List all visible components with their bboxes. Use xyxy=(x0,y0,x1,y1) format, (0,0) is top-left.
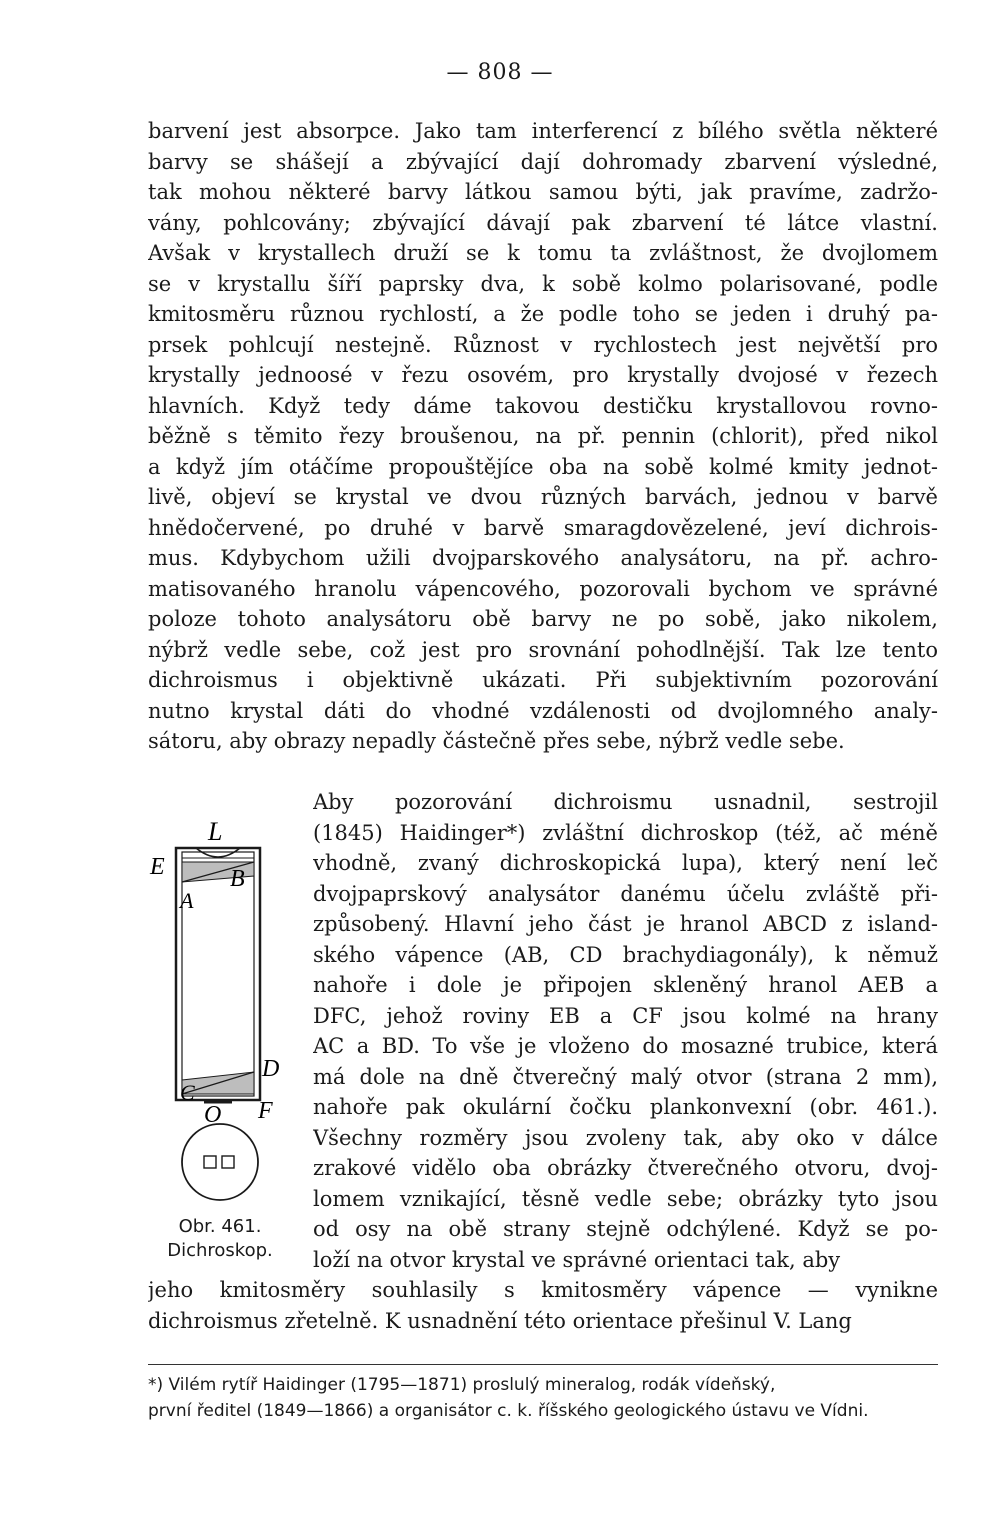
tail-paragraph xyxy=(148,1275,938,1336)
text-line: matisovaného hranolu vápencového, pozorovali bychom ve správné xyxy=(148,576,938,601)
text-line: a když jím otáčíme propouštějíce oba na sobě kolmé kmity jednot- xyxy=(148,454,938,479)
text-line: dvojpaprskový analysátor danému účelu zvláště při- xyxy=(313,881,938,906)
text-line: nutno krystal dáti do vhodné vzdálenosti od dvojlomného analy- xyxy=(148,698,938,723)
label-C: C xyxy=(180,1080,195,1105)
text-line: první ředitel (1849—1866) a organisátor c. k. říšského geologického ústavu ve Vídni. xyxy=(148,1401,869,1421)
text-line: kmitosměru různou rychlostí, a že podle toho se jeden i druhý pa- xyxy=(148,302,938,326)
main-paragraph xyxy=(148,116,938,757)
text-line: běžně s těmito řezy broušenou, na př. pennin (chlorit), před nikol xyxy=(148,424,938,448)
label-B: B xyxy=(230,866,245,892)
label-O: O xyxy=(204,1102,222,1128)
label-E: E xyxy=(150,854,165,880)
text-line: mus. Kdybychom užili dvojparskového analysátoru, na př. achro- xyxy=(148,546,938,570)
page-number: — 808 — xyxy=(446,60,554,85)
text-line: barvení jest absorpce. Jako tam interferencí z bílého světla některé xyxy=(148,119,938,143)
text-line: poloze tohoto analysátoru obě barvy ne po sobě, jako nikolem, xyxy=(148,607,938,631)
text-line: prsek pohlcují nestejně. Různost v rychlostech jest největší pro xyxy=(148,332,938,357)
label-F: F xyxy=(258,1098,273,1124)
text-line: vhodně, zvaný dichroskopická lupa), který není leč xyxy=(313,851,938,875)
text-line: nahoře pak okulární čočku plankonvexní (obr. 461.). xyxy=(313,1095,938,1119)
side-paragraph xyxy=(313,787,938,1275)
text-line: zrakové vidělo oba obrázky čtverečného otvoru, dvoj- xyxy=(313,1156,938,1180)
text-line: vány, pohlcovány; zbývající dávají pak zbarvení té látce vlastní. xyxy=(148,210,938,235)
text-line: má dole na dně čtverečný malý otvor (strana 2 mm), xyxy=(313,1064,938,1089)
tube-outline xyxy=(176,848,260,1100)
text-line: sátoru, aby obrazy nepadly částečně přes sebe, nýbrž vedle sebe. xyxy=(148,729,845,753)
text-line: ského vápence (AB, CD brachydiagonály), k němuž xyxy=(313,942,938,967)
text-line: Všechny rozměry jsou zvoleny tak, aby oko v dálce xyxy=(313,1125,938,1150)
text-line: hnědočervené, po druhé v barvě smaragdovězelené, jeví dichrois- xyxy=(148,515,938,540)
caption-number: Obr. 461. xyxy=(178,1216,262,1237)
text-line: nýbrž vedle sebe, což jest pro srovnání pohodlnější. Tak lze tento xyxy=(148,637,938,662)
text-line: způsobený. Hlavní jeho část je hranol ABCD z island- xyxy=(313,912,938,936)
text-line: livě, objeví se krystal ve dvou různých barvách, jednou v barvě xyxy=(148,485,938,509)
text-line: loží na otvor krystal ve správné orientaci tak, aby xyxy=(313,1247,841,1272)
text-line: nahoře i dole je připojen skleněný hranol AEB a xyxy=(313,973,938,997)
text-line: se v krystallu šíří paprsky dva, k sobě kolmo polarisované, podle xyxy=(148,271,938,296)
text-line: lomem vznikající, těsně vedle sebe; obrázky tyto jsou xyxy=(313,1186,938,1211)
field-view-circle xyxy=(182,1124,258,1200)
footnote xyxy=(148,1372,938,1424)
label-D: D xyxy=(262,1056,280,1082)
text-line: dichroismus zřetelně. K usnadnění této orientace přešinul V. Lang xyxy=(148,1308,852,1333)
text-line: barvy se shášejí a zbývající dají dohromady zbarvení výsledné, xyxy=(148,149,938,174)
text-line: dichroismus i objektivně ukázati. Při subjektivním pozorování xyxy=(148,668,938,692)
figure-caption xyxy=(150,1215,290,1263)
label-L: L xyxy=(208,817,223,846)
text-line: Aby pozorování dichroismu usnadnil, sestrojil xyxy=(313,790,938,814)
text-line: Avšak v krystallech druží se k tomu ta zvláštnost, že dvojlomem xyxy=(148,241,938,265)
caption-title: Dichroskop. xyxy=(167,1240,273,1261)
square-image-left xyxy=(204,1156,216,1168)
text-line: hlavních. Když tedy dáme takovou destičku krystallovou rovno- xyxy=(148,393,938,418)
text-line: krystally jednoosé v řezu osovém, pro krystally dvojosé v řezech xyxy=(148,363,938,387)
text-line: AC a BD. To vše je vloženo do mosazné trubice, která xyxy=(313,1034,938,1058)
text-line: od osy na obě strany stejně odchýlené. Když se po- xyxy=(313,1217,938,1241)
text-line: *) Vilém rytíř Haidinger (1795—1871) proslulý mineralog, rodák vídeňský, xyxy=(148,1375,776,1395)
label-A: A xyxy=(180,888,194,913)
text-line: (1845) Haidinger*) zvláštní dichroskop (též, ač méně xyxy=(313,820,938,845)
text-line: tak mohou některé barvy látkou samou býti, jak pravíme, zadržo- xyxy=(148,180,938,204)
text-line: DFC, jehož roviny EB a CF jsou kolmé na hrany xyxy=(313,1003,938,1028)
dichroscope-figure xyxy=(148,810,298,1270)
footnote-rule xyxy=(148,1364,938,1365)
square-image-right xyxy=(222,1156,234,1168)
text-line: jeho kmitosměry souhlasily s kmitosměry vápence — vynikne xyxy=(148,1278,938,1302)
